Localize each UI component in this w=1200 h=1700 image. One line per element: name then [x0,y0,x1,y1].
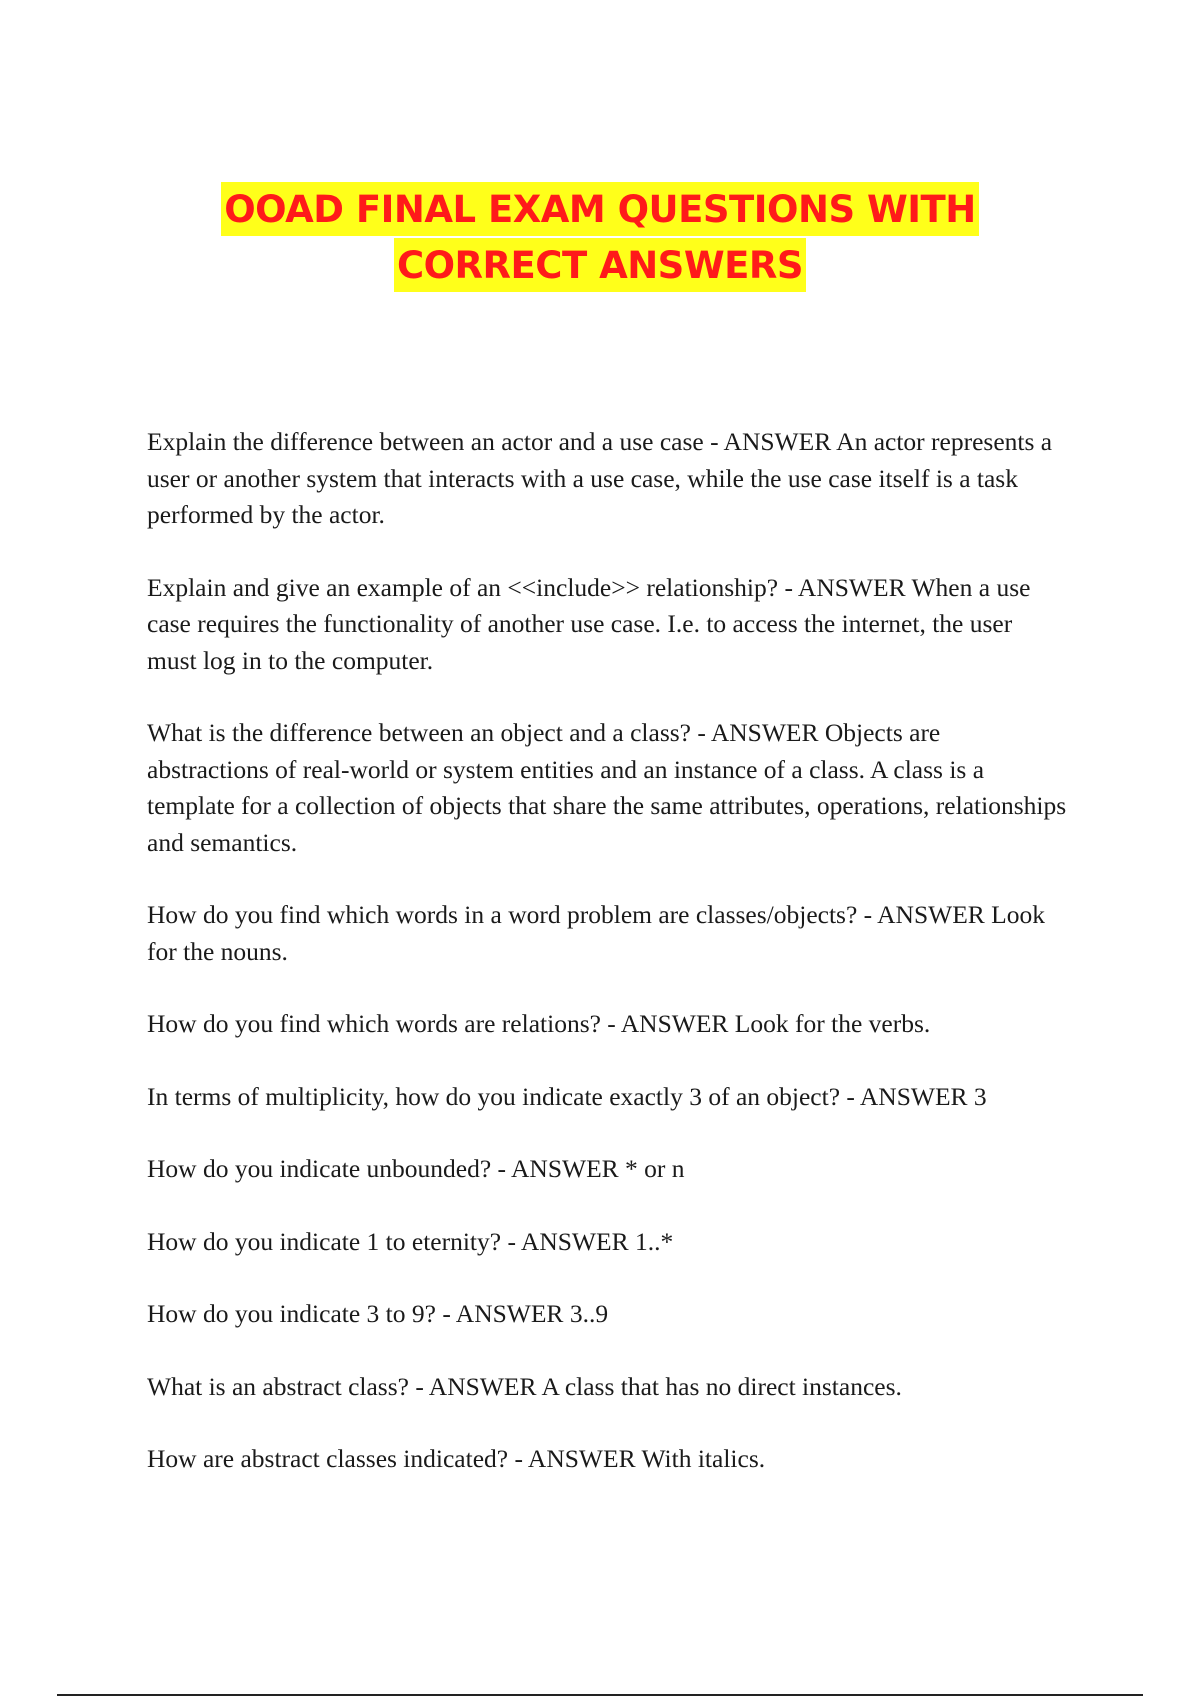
qa-item: What is the difference between an object and a class? - ANSWER Objects are abstractions of real-world or system entities and an instance of a class. A class is a template for a collection of objects that share the same attributes, operations, relationships and semantics. [147,718,1067,857]
qa-item: How do you find which words in a word problem are classes/objects? - ANSWER Look for the nouns. [147,900,1045,966]
page-title [0,182,1200,294]
title-line-1: OOAD FINAL EXAM QUESTIONS WITH [221,182,979,236]
qa-item: Explain and give an example of an <<include>> relationship? - ANSWER When a use case requires the functionality of another use case. I.e. to access the internet, the user must log in to the computer. [147,572,1031,675]
qa-item: How do you indicate 3 to 9? - ANSWER 3..9 [147,1299,609,1328]
title-line-2: CORRECT ANSWERS [394,238,806,292]
qa-item: How do you find which words are relations? - ANSWER Look for the verbs. [147,1009,931,1038]
qa-item: In terms of multiplicity, how do you indicate exactly 3 of an object? - ANSWER 3 [147,1081,987,1111]
qa-item: What is an abstract class? - ANSWER A class that has no direct instances. [147,1371,902,1401]
qa-item: How do you indicate unbounded? - ANSWER * or n [147,1154,685,1183]
qa-item: How do you indicate 1 to eternity? - ANSWER 1..* [147,1226,674,1256]
page-bottom-divider [57,1694,1143,1696]
qa-item: How are abstract classes indicated? - ANSWER With italics. [147,1444,766,1473]
qa-list [147,424,1067,1514]
qa-item: Explain the difference between an actor and a use case - ANSWER An actor represents a user or another system that interacts with a use case, while the use case itself is a task performed by the actor. [147,427,1053,529]
